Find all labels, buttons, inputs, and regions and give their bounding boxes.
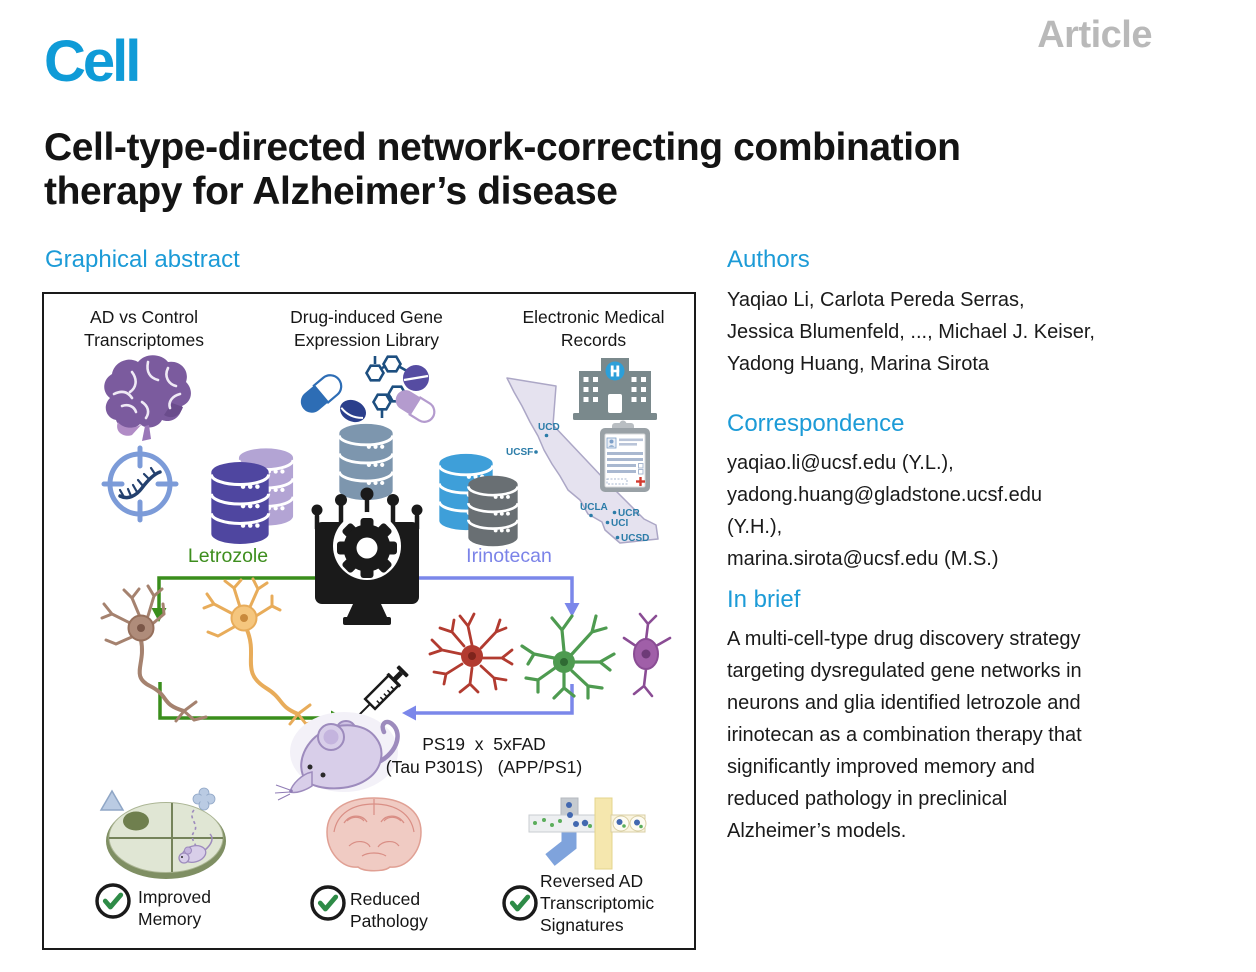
correspondence-line: marina.sirota@ucsf.edu (M.S.) [727, 548, 999, 570]
outcome-improved-memory: Improved Memory [138, 887, 211, 930]
microglia-icon [430, 614, 512, 692]
hospital-icon [573, 358, 657, 420]
map-site-label: UCR [618, 508, 640, 519]
map-site-label: UCLA [580, 502, 608, 513]
medical-record-clipboard-icon [600, 421, 650, 493]
in-brief-heading: In brief [727, 586, 801, 613]
map-site-label: UCI [611, 518, 629, 529]
in-brief-line: A multi-cell-type drug discovery strategy [727, 628, 1081, 650]
correspondence-line: (Y.H.), [727, 516, 783, 538]
letrozole-label: Letrozole [187, 545, 269, 567]
authors-line: Yadong Huang, Marina Sirota [727, 353, 990, 375]
authors-line: Yaqiao Li, Carlota Pereda Serras, [727, 289, 1025, 311]
outcome-reversed-signatures: Reversed AD Transcriptomic Signatures [540, 871, 655, 936]
map-site-label: UCD [538, 422, 560, 433]
graphical-abstract-art [44, 294, 693, 947]
title-line-2: therapy for Alzheimer’s disease [44, 170, 618, 214]
brain-icon [104, 355, 191, 441]
map-site-label: UCSD [621, 533, 650, 544]
authors-line: Jessica Blumenfeld, ..., Michael J. Keiser, [727, 321, 1095, 343]
outcome-reduced-pathology: Reduced Pathology [350, 889, 428, 932]
checkmark-icon [504, 887, 536, 919]
neuron-icon [624, 614, 670, 696]
authors-text [727, 284, 1095, 380]
column-header-emr: Electronic Medical Records [522, 307, 665, 350]
correspondence-heading: Correspondence [727, 410, 905, 437]
in-brief-line: significantly improved memory and [727, 756, 1035, 778]
irinotecan-label: Irinotecan [466, 545, 552, 567]
water-maze-icon [101, 788, 226, 879]
neuron-icon [204, 579, 318, 724]
article-type-label: Article [1037, 14, 1152, 56]
authors-heading: Authors [727, 246, 810, 273]
paper-title [44, 126, 961, 214]
brain-section-icon [327, 798, 421, 871]
computer-gear-icon [312, 488, 423, 626]
column-header-transcriptomes: AD vs Control Transcriptomes [84, 307, 204, 350]
correspondence-line: yaqiao.li@ucsf.edu (Y.L.), [727, 452, 954, 474]
correspondence-text [727, 447, 1042, 575]
mouse-icon [275, 712, 398, 800]
in-brief-line: neurons and glia identified letrozole and [727, 692, 1081, 714]
graphical-abstract-figure [42, 292, 696, 950]
graphical-abstract-heading: Graphical abstract [45, 246, 240, 273]
syringe-icon [352, 664, 410, 722]
checkmark-icon [97, 885, 129, 917]
correspondence-line: yadong.huang@gladstone.ucsf.edu [727, 484, 1042, 506]
in-brief-text [727, 623, 1082, 847]
microfluidic-chip-icon [529, 798, 646, 869]
mouse-model-cross-label: PS19 x 5xFAD [422, 734, 546, 754]
in-brief-line: irinotecan as a combination therapy that [727, 724, 1082, 746]
rna-target-icon [104, 448, 176, 520]
database-icon [211, 462, 268, 544]
database-icon [468, 476, 517, 546]
pills-molecules-icon [296, 356, 438, 426]
flower-marker-icon [193, 788, 215, 810]
title-line-1: Cell-type-directed network-correcting combination [44, 126, 961, 169]
checkmark-icon [312, 887, 344, 919]
in-brief-line: Alzheimer’s models. [727, 820, 907, 842]
in-brief-line: reduced pathology in preclinical [727, 788, 1008, 810]
column-header-drug-library: Drug-induced Gene Expression Library [290, 307, 443, 350]
map-site-label: UCSF [506, 447, 534, 458]
cell-journal-logo: Cell [44, 29, 139, 94]
neuron-icon [102, 586, 206, 721]
astrocyte-icon [522, 616, 614, 698]
gear-icon [337, 518, 397, 578]
mouse-model-genes-label: (Tau P301S) (APP/PS1) [385, 757, 583, 777]
in-brief-line: targeting dysregulated gene networks in [727, 660, 1082, 682]
